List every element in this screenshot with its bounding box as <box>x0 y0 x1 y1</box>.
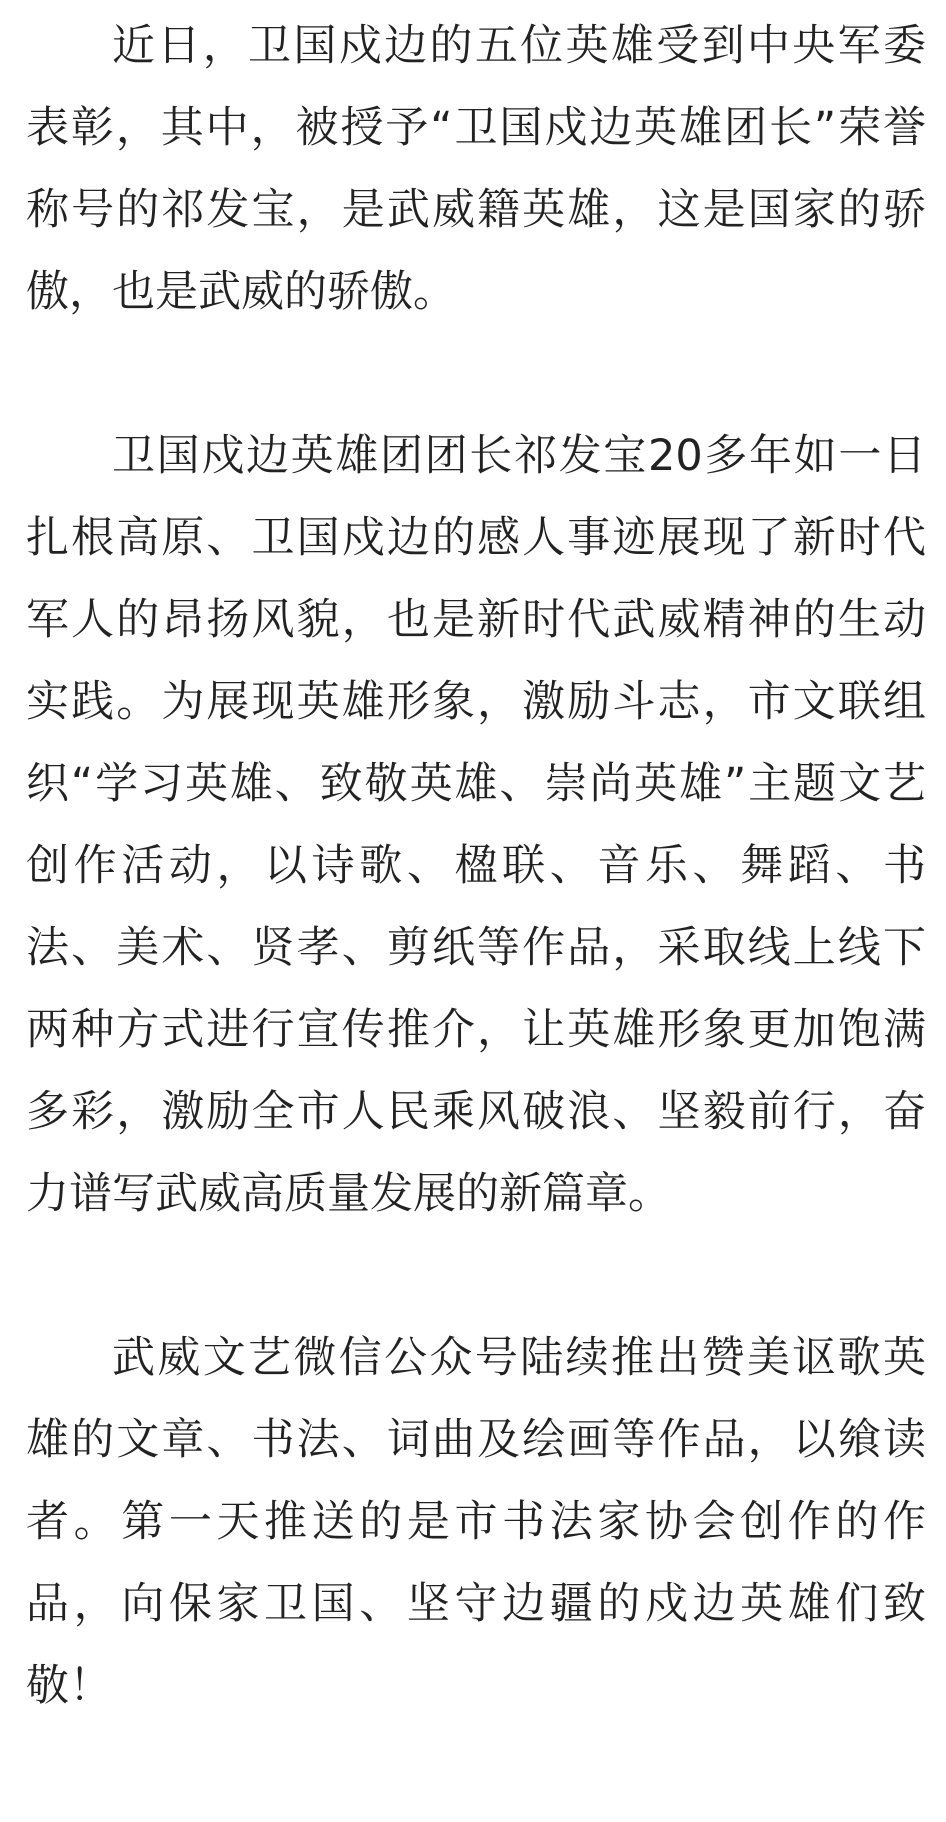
paragraph-publishing: 武威文艺微信公众号陆续推出赞美讴歌英雄的文章、书法、词曲及绘画等作品，以飨读者。第一天推送的是市书法家协会创作的作品，向保家卫国、坚守边疆的戍边英雄们致敬！ <box>26 1333 926 1711</box>
paragraph-intro: 近日，卫国戍边的五位英雄受到中央军委表彰，其中，被授予“卫国戍边英雄团长”荣誉称号的祁发宝，是武威籍英雄，这是国家的骄傲，也是武威的骄傲。 <box>26 21 926 317</box>
paragraph-activity: 卫国戍边英雄团团长祁发宝20多年如一日扎根高原、卫国戍边的感人事迹展现了新时代军人的昂扬风貌，也是新时代武威精神的生动实践。为展现英雄形象，激励斗志，市文联组织“学习英雄、致敬英雄、崇尚英雄”主题文艺创作活动，以诗歌、楹联、音乐、舞蹈、书法、美术、贤孝、剪纸等作品，采取线上线下两种方式进行宣传推介，让英雄形象更加饱满多彩，激励全市人民乘风破浪、坚毅前行，奋力谱写武威高质量发展的新篇章。 <box>26 431 926 1219</box>
